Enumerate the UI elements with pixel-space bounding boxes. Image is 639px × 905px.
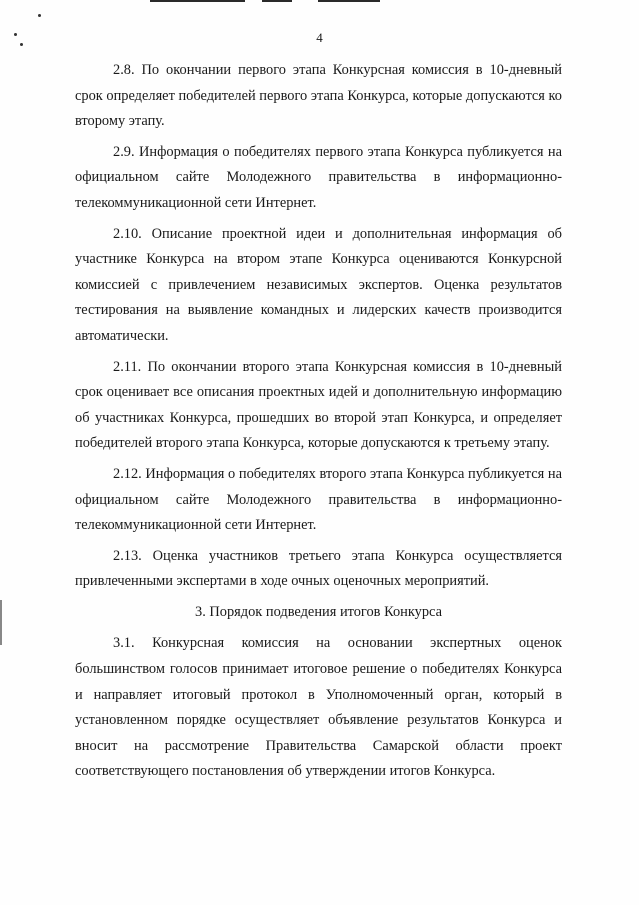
scan-top-mark (262, 0, 292, 2)
paragraph-2-11: 2.11. По окончании второго этапа Конкурсная комиссия в 10-дневный срок оценивает все описания проектных идей и дополнительную информацию об участниках Конкурса, прошедших во второй этап Конкурса, и определяет победителей второго этапа Конкурса, которые допускаются к третьему этапу. (75, 358, 562, 452)
paragraph-2-12: 2.12. Информация о победителях второго этапа Конкурса публикуется на официальном сайте Молодежного правительства в информационно-телекоммуникационной сети Интернет. (75, 465, 562, 534)
scan-top-mark (150, 0, 245, 2)
paragraph-2-13: 2.13. Оценка участников третьего этапа Конкурса осуществляется привлеченными экспертами в ходе очных оценочных мероприятий. (75, 547, 562, 590)
section-3-heading: 3. Порядок подведения итогов Конкурса (195, 603, 442, 620)
paragraph-2-8: 2.8. По окончании первого этапа Конкурсная комиссия в 10-дневный срок определяет победителей первого этапа Конкурса, которые допускаются ко второму этапу. (75, 62, 562, 130)
paragraph-2-9: 2.9. Информация о победителях первого этапа Конкурса публикуется на официальном сайте Молодежного правительства в информационно-телекоммуникационной сети Интернет. (75, 143, 562, 211)
scan-edge-mark (0, 600, 2, 645)
paragraph-2-10: 2.10. Описание проектной идеи и дополнительная информация об участнике Конкурса на втором этапе Конкурса оцениваются Конкурсной комиссией с привлечением независимых экспертов. Оценка результатов тестирования на выявление командных и лидерских качеств производится автоматически. (75, 225, 562, 344)
scan-top-mark (318, 0, 380, 2)
page-number: 4 (316, 30, 323, 45)
paragraph-3-1: 3.1. Конкурсная комиссия на основании экспертных оценок большинством голосов принимает итоговое решение о победителях Конкурса и направляет итоговый протокол в Уполномоченный орган, который в установленном порядке осуществляет объявление результатов Конкурса и вносит на рассмотрение Правительства Самарской области проект соответствующего постановления об утверждении итогов Конкурса. (75, 635, 562, 780)
scan-speck (38, 14, 41, 17)
document-body (75, 58, 562, 790)
